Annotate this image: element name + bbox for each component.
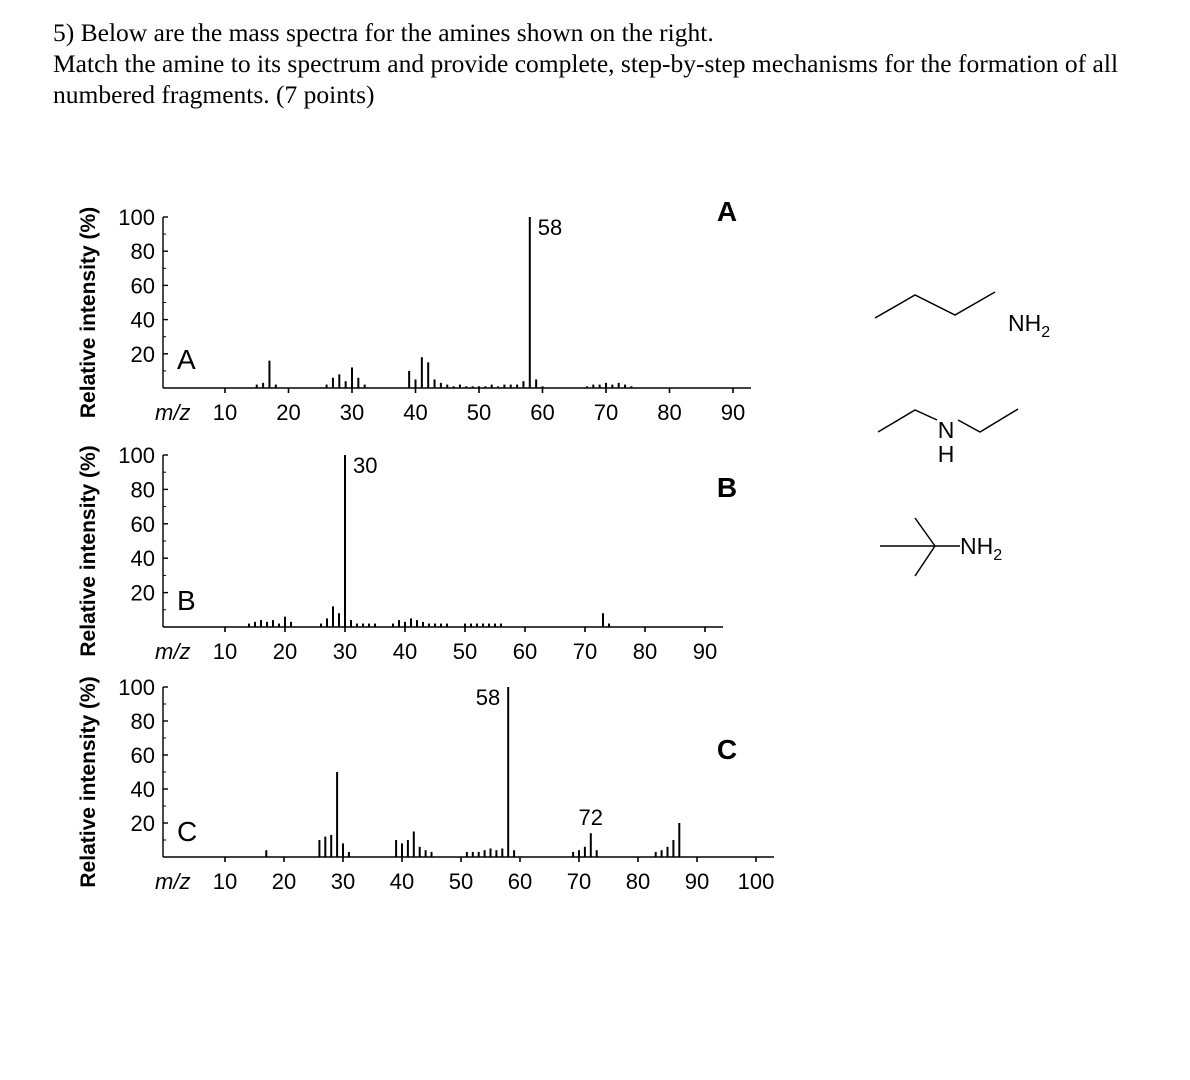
x-tick-label-a: 60 xyxy=(530,400,555,425)
y-axis-label-c: Relative intensity (%) xyxy=(77,676,100,888)
amine-structures xyxy=(860,270,1090,610)
panel-letter-right-a: A xyxy=(716,196,738,227)
y-tick-label-a: 20 xyxy=(130,341,155,367)
panel-letter-right-c: C xyxy=(716,734,738,765)
butylamine-skeleton xyxy=(875,292,995,318)
question-line-1: 5) Below are the mass spectra for the amines shown on the right. xyxy=(53,18,714,47)
question-line-3: numbered fragments. (7 points) xyxy=(53,80,375,109)
y-tick-label-b: 80 xyxy=(130,477,155,503)
x-tick-label-c: 40 xyxy=(389,869,415,894)
peak-label-a: 58 xyxy=(537,215,563,240)
x-tick-label-a: 70 xyxy=(593,400,619,425)
y-tick-label-b: 40 xyxy=(130,546,155,572)
x-tick-label-c: 20 xyxy=(271,869,297,894)
y-tick-label-b: 60 xyxy=(130,511,155,537)
tbutyl-bond-down xyxy=(915,546,935,576)
butylamine-nh2-label: $NH_2$ xyxy=(1008,310,1051,341)
y-tick-label-c: 20 xyxy=(130,811,155,836)
y-tick-label-a: 60 xyxy=(130,273,155,299)
diethylamine-n-label: N xyxy=(937,417,955,443)
x-tick-label-b: 60 xyxy=(512,639,538,664)
panel-letter-inner-b: B xyxy=(177,585,196,616)
x-tick-label-b: 40 xyxy=(392,639,418,664)
x-tick-label-c: 100 xyxy=(737,869,775,894)
tbutyl-bond-up xyxy=(915,518,935,546)
peak-label-c: 72 xyxy=(578,805,604,831)
y-tick-label-a: 80 xyxy=(130,239,155,265)
peak-label-b: 30 xyxy=(353,453,378,478)
y-tick-label-b: 100 xyxy=(118,443,155,468)
x-tick-label-c: 60 xyxy=(507,869,533,894)
y-axis-label-b: Relative intensity (%) xyxy=(77,445,100,657)
x-axis-label-a: m/z xyxy=(155,400,191,425)
x-tick-label-c: 80 xyxy=(625,869,651,894)
diethylamine-left-chain xyxy=(878,410,937,432)
panel-letter-inner-c: C xyxy=(177,816,198,847)
x-tick-label-b: 20 xyxy=(272,639,298,664)
x-tick-label-a: 90 xyxy=(720,400,746,425)
y-tick-label-c: 100 xyxy=(118,675,155,700)
tbutyl-nh2-label: $NH_2$ xyxy=(960,533,1003,564)
x-tick-label-a: 30 xyxy=(339,400,365,425)
x-tick-label-c: 10 xyxy=(212,869,238,894)
x-axis-label-c: m/z xyxy=(155,869,191,894)
y-tick-label-a: 40 xyxy=(130,307,155,333)
x-tick-label-c: 90 xyxy=(684,869,710,894)
x-tick-label-b: 50 xyxy=(452,639,478,664)
peak-label-c: 58 xyxy=(475,685,501,710)
x-tick-label-b: 10 xyxy=(212,639,238,664)
question-text xyxy=(53,17,1183,110)
x-tick-label-c: 50 xyxy=(448,869,474,894)
y-tick-label-c: 40 xyxy=(130,777,155,802)
y-tick-label-c: 80 xyxy=(130,709,155,734)
y-tick-label-b: 20 xyxy=(130,580,155,606)
x-tick-label-b: 80 xyxy=(632,639,658,664)
panel-letter-right-b: B xyxy=(716,472,738,503)
x-tick-label-c: 30 xyxy=(330,869,356,894)
diethylamine-h-label: H xyxy=(937,441,955,467)
panel-letter-inner-a: A xyxy=(177,344,196,375)
x-tick-label-a: 50 xyxy=(466,400,492,425)
diethylamine-right-chain xyxy=(958,409,1018,432)
y-tick-label-c: 60 xyxy=(130,743,155,768)
x-axis-label-b: m/z xyxy=(155,639,191,664)
x-tick-label-b: 70 xyxy=(572,639,598,664)
x-tick-label-b: 30 xyxy=(332,639,358,664)
x-tick-label-a: 40 xyxy=(403,400,428,425)
x-tick-label-a: 20 xyxy=(276,400,301,425)
y-axis-label-a: Relative intensity (%) xyxy=(77,206,100,419)
x-tick-label-b: 90 xyxy=(692,639,718,664)
question-line-2: Match the amine to its spectrum and provide complete, step-by-step mechanisms for the formation of all xyxy=(53,49,1119,78)
y-tick-label-a: 100 xyxy=(118,205,155,230)
x-tick-label-c: 70 xyxy=(566,869,592,894)
x-tick-label-a: 80 xyxy=(657,400,682,425)
x-tick-label-a: 10 xyxy=(212,400,238,425)
mass-spectra-figure xyxy=(55,155,785,945)
